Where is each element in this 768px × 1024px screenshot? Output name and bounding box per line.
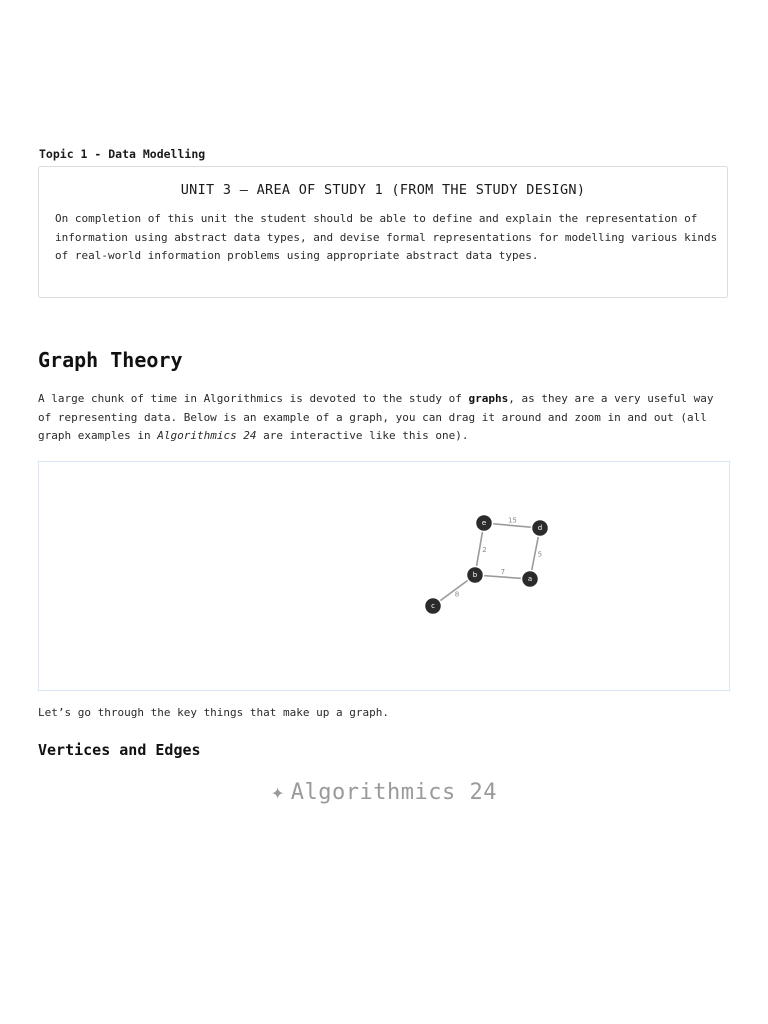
intro-italic-title: Algorithmics 24 <box>157 429 257 443</box>
graph-canvas[interactable] <box>38 461 730 691</box>
graph-node-label-d: d <box>537 524 543 532</box>
graph-node-e[interactable] <box>476 515 493 532</box>
brand-logo <box>0 780 768 805</box>
graph-edge-weight-da: 5 <box>537 550 543 559</box>
sparkle-icon: ✦ <box>271 780 285 805</box>
topic-label: Topic 1 - Data Modelling <box>39 147 206 161</box>
graph-edge-weight-ba: 7 <box>500 568 506 577</box>
after-graph-text: Let’s go through the key things that make up a graph. <box>38 706 389 719</box>
study-design-title: UNIT 3 — AREA OF STUDY 1 (FROM THE STUDY DESIGN) <box>180 182 586 198</box>
graph-node-label-c: c <box>431 602 435 610</box>
next-section-heading: Vertices and Edges <box>38 741 201 759</box>
section-heading: Graph Theory <box>38 348 183 372</box>
intro-paragraph <box>38 390 728 446</box>
intro-text-2: , as they are a very useful way of representing data. Below is an example of a graph, you can drag it around and zoom in and out (all graph examples in <box>38 392 714 443</box>
graph-edge-weight-ed: 15 <box>507 516 517 525</box>
graph-edge-weight-eb: 2 <box>482 545 487 554</box>
intro-text-1: A large chunk of time in Algorithmics is devoted to the study of <box>38 392 469 405</box>
intro-bold-graphs: graphs <box>468 392 509 405</box>
graph-node-a[interactable] <box>522 571 539 588</box>
graph-node-label-a: a <box>527 575 533 583</box>
brand-name: Algorithmics 24 <box>290 780 497 805</box>
graph-node-d[interactable] <box>532 520 549 537</box>
graph-edge-weight-bc: 8 <box>454 590 460 599</box>
graph-node-b[interactable] <box>467 567 484 584</box>
study-design-box <box>38 166 728 298</box>
graph-node-label-b: b <box>472 571 478 579</box>
graph-node-c[interactable] <box>425 598 442 615</box>
graph-node-label-e: e <box>481 519 487 527</box>
graph-svg[interactable] <box>39 462 729 690</box>
study-design-body: On completion of this unit the student should be able to define and explain the representation of information using abstract data types, and devise formal representations for modelling various kinds of real-world information problems using appropriate abstract data types. <box>55 212 718 263</box>
intro-text-3: are interactive like this one). <box>256 429 469 443</box>
